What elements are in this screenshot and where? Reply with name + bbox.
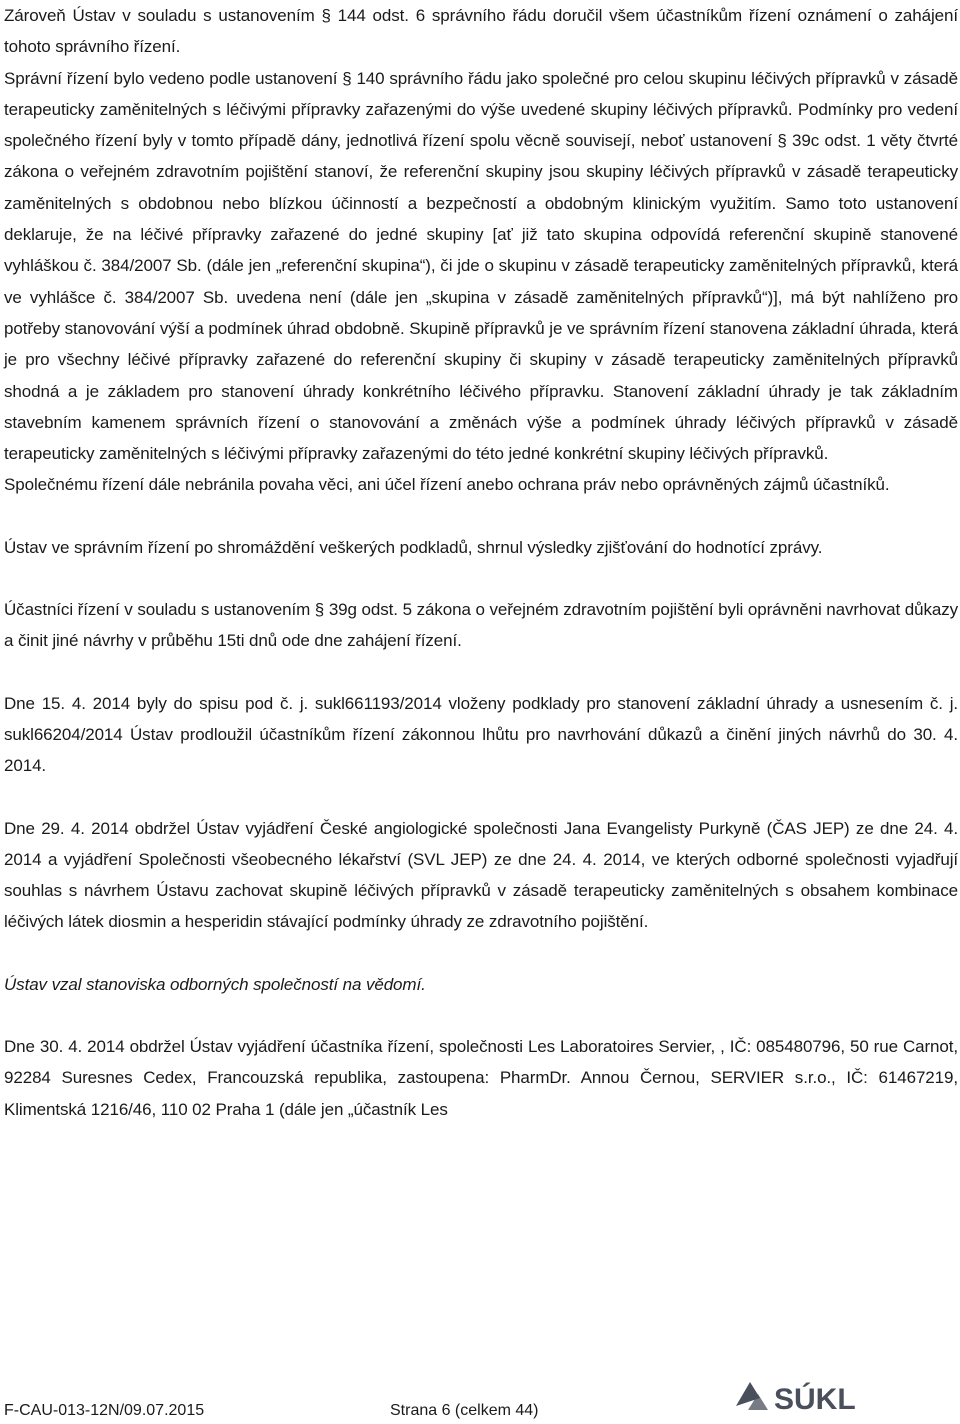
paragraph-date-30-4: Dne 30. 4. 2014 obdržel Ústav vyjádření účastníka řízení, společnosti Les Laboratoires Servier, , IČ: 085480796, 50 rue Carnot, 92284 Suresnes Cedex, Francouzská republika, zastoupena: PharmDr. Annou Černou, SERVIER s.r.o., IČ: 61467219, Klimentská 1216/46, 110 02 Praha 1 (dále jen „účastník Les <box>4 1037 958 1119</box>
paragraph-participants-rights: Účastníci řízení v souladu s ustanovením § 39g odst. 5 zákona o veřejném zdravotním pojištění byli oprávněni navrhovat důkazy a činit jiné návrhy v průběhu 15ti dnů ode dne zahájení řízení. <box>4 600 958 651</box>
sukl-logo-icon <box>734 1376 914 1418</box>
document-page <box>4 0 958 1125</box>
page-footer <box>4 1376 956 1424</box>
paragraph-gap <box>4 1000 958 1031</box>
paragraph-gap <box>4 782 958 813</box>
paragraph-notice: Zároveň Ústav v souladu s ustanovením § 144 odst. 6 správního řádu doručil všem účastníkům řízení oznámení o zahájení tohoto správního řízení. <box>4 6 958 57</box>
page-number: Strana 6 (celkem 44) <box>390 1402 539 1419</box>
paragraph-date-29-4: Dne 29. 4. 2014 obdržel Ústav vyjádření České angiologické společnosti Jana Evangelisty Purkyně (ČAS JEP) ze dne 24. 4. 2014 a vyjádření Společnosti všeobecného lékařství (SVL JEP) ze dne 24. 4. 2014, ve kterých odborné společnosti vyjadřují souhlas s návrhem Ústavu zachovat skupině léčivých přípravků v zásadě terapeuticky zaměnitelných s obsahem kombinace léčivých látek diosmin a hesperidin stávající podmínky úhrady ze zdravotního pojištění. <box>4 818 958 932</box>
paragraph-gap <box>4 501 958 532</box>
paragraph-acknowledged: Ústav vzal stanoviska odborných společností na vědomí. <box>4 974 426 994</box>
paragraph-joint-proceedings: Správní řízení bylo vedeno podle ustanovení § 140 správního řádu jako společné pro celou skupinu léčivých přípravků v zásadě terapeuticky zaměnitelných s léčivými přípravky zařazenými do výše uvedené skupiny léčivých přípravků. Podmínky pro vedení společného řízení byly v tomto případě dány, jednotlivá řízení spolu věcně souvisejí, neboť ustanovení § 39c odst. 1 věty čtvrté zákona o veřejném zdravotním pojištění stanoví, že referenční skupiny jsou skupiny léčivých přípravků v zásadě terapeuticky zaměnitelných s obdobnou nebo blízkou účinností a bezpečností a obdobným klinickým využitím. Samo toto ustanovení deklaruje, že na léčivé přípravky zařazené do jedné skupiny [ať již tato skupina odpovídá referenční skupině stanovené vyhláškou č. 384/2007 Sb. (dále jen „referenční skupina“), či jde o skupinu v zásadě terapeuticky zaměnitelných přípravků, která ve vyhlášce č. 384/2007 Sb. uvedena není (dále jen „skupina v zásadě zaměnitelných přípravků“)], má být nahlíženo pro potřeby stanovování výší a podmínek úhrad obdobně. Skupině přípravků je ve správním řízení stanovena základní úhrada, která je pro všechny léčivé přípravky zařazené do referenční skupiny či skupiny v zásadě terapeuticky zaměnitelných přípravků shodná a je základem pro stanovení úhrady konkrétního léčivého přípravku. Stanovení základní úhrady je tak základním stavebním kamenem správních řízení o stanovování a změnách výše a podmínek úhrady léčivých přípravků v zásadě terapeuticky zaměnitelných s léčivými přípravky zařazenými do této jedné konkrétní skupiny léčivých přípravků. <box>4 68 958 464</box>
paragraph-gap <box>4 563 958 594</box>
paragraph-no-obstacle: Společnému řízení dále nebránila povaha věci, ani účel řízení anebo ochrana práv nebo oprávněných zájmů účastníků. <box>4 475 890 495</box>
paragraph-date-15-4: Dne 15. 4. 2014 byly do spisu pod č. j. sukl661193/2014 vloženy podklady pro stanovení základní úhrady a usnesením č. j. sukl66204/2014 Ústav prodloužil účastníkům řízení zákonnou lhůtu pro navrhování důkazů a činění jiných návrhů do 30. 4. 2014. <box>4 693 958 776</box>
paragraph-gap <box>4 657 958 688</box>
document-code: F-CAU-013-12N/09.07.2015 <box>4 1402 205 1419</box>
paragraph-evaluation-report: Ústav ve správním řízení po shromáždění veškerých podkladů, shrnul výsledky zjišťování do hodnotící zprávy. <box>4 537 823 557</box>
logo-wordmark: SÚKL <box>774 1383 856 1416</box>
paragraph-gap <box>4 938 958 969</box>
